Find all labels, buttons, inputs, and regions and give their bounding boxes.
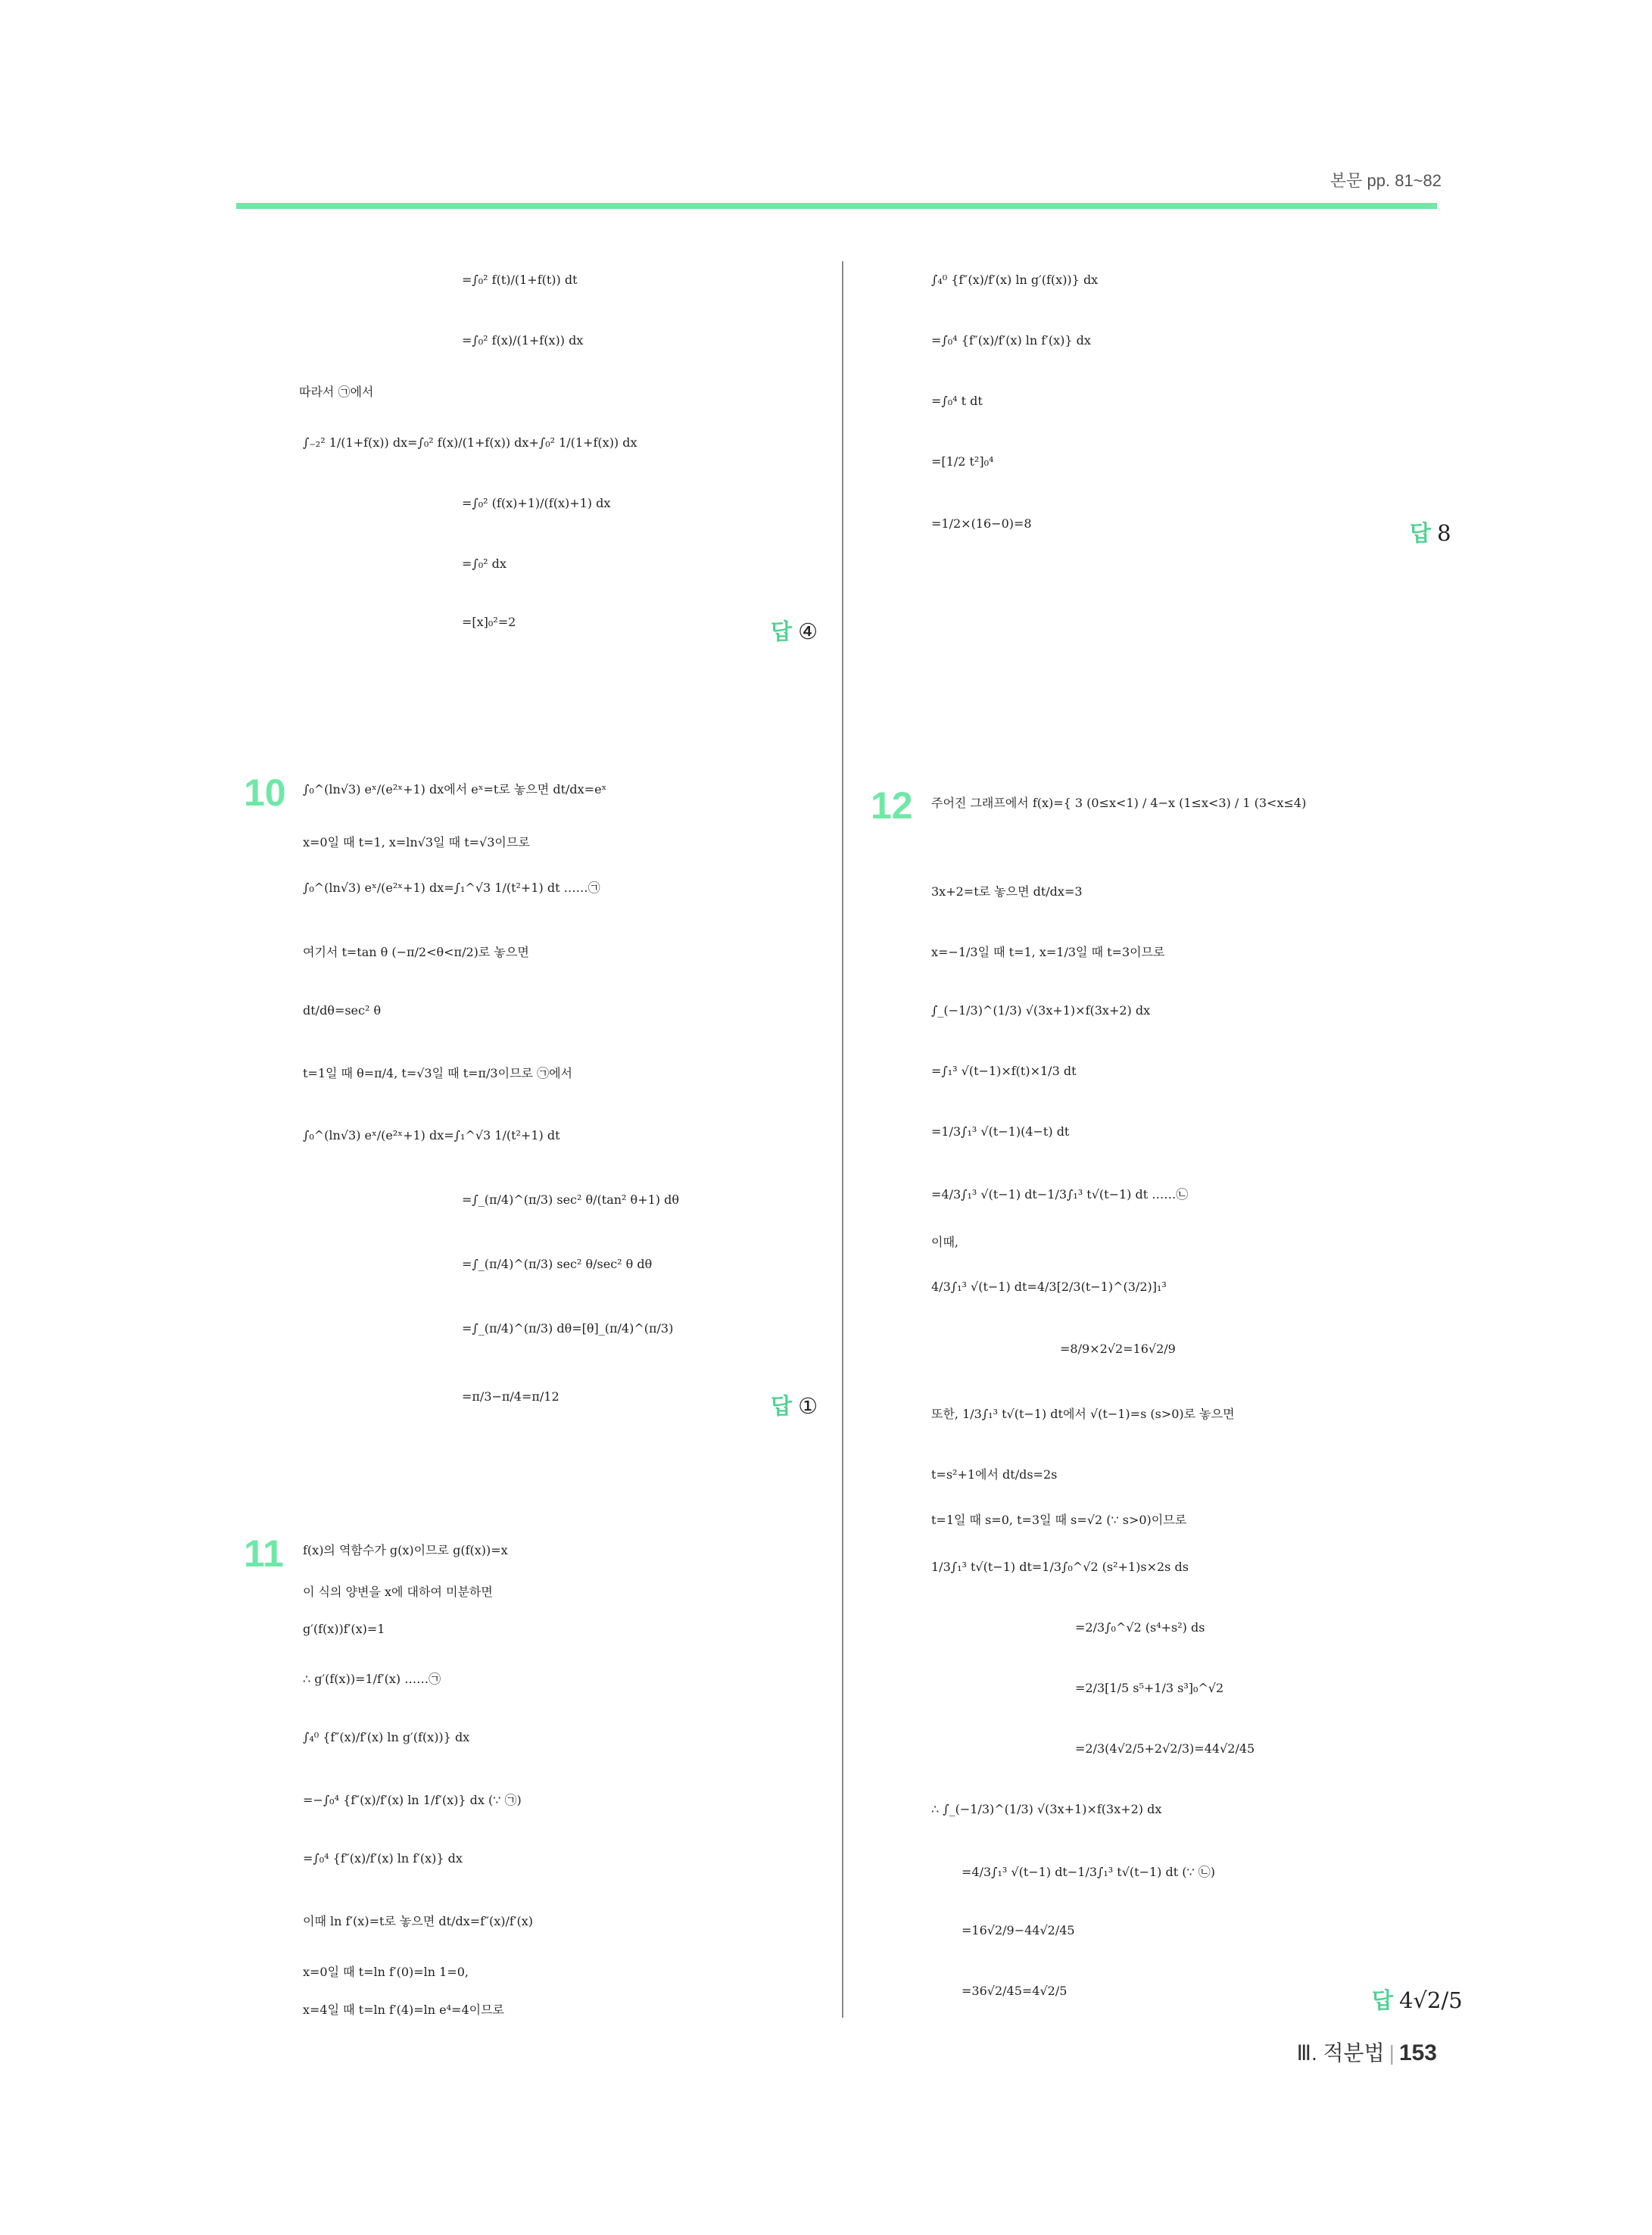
solution-line: =∫_(π/4)^(π/3) sec² θ/(tan² θ+1) dθ [462,1192,679,1207]
solution-line: =∫₀² dx [462,556,507,571]
solution-line: =2/3(4√2/5+2√2/3)=44√2/45 [1075,1741,1255,1756]
answer-value: ④ [798,619,818,644]
solution-line: ∴ ∫_(−1/3)^(1/3) √(3x+1)×f(3x+2) dx [931,1802,1162,1816]
answer-value: ① [798,1393,818,1419]
solution-line: x=0일 때 t=1, x=ln√3일 때 t=√3이므로 [303,835,530,849]
solution-line: =−∫₀⁴ {f″(x)/f′(x) ln 1/f′(x)} dx (∵ ㉠) [303,1793,522,1807]
solution-line: x=4일 때 t=ln f′(4)=ln e⁴=4이므로 [303,2003,505,2017]
solution-line: =∫_(π/4)^(π/3) sec² θ/sec² θ dθ [462,1257,653,1271]
solution-line: =∫_(π/4)^(π/3) dθ=[θ]_(π/4)^(π/3) [462,1321,674,1336]
solution-line: =∫₀² (f(x)+1)/(f(x)+1) dx [462,496,611,510]
page-number: 153 [1398,2040,1437,2065]
solution-line: dt/dθ=sec² θ [303,1003,382,1018]
solution-line: ∫₀^(ln√3) eˣ/(e²ˣ+1) dx=∫₁^√3 1/(t²+1) dt [303,1128,560,1142]
solution-line: =1/2×(16−0)=8 [931,516,1032,531]
solution-line: =2/3[1/5 s⁵+1/3 s³]₀^√2 [1075,1681,1224,1695]
footer-separator: | [1389,2041,1395,2065]
page-footer [1297,2037,1437,2067]
answer-label: 답 [1372,1989,1394,2013]
solution-line: t=1일 때 s=0, t=3일 때 s=√2 (∵ s>0)이므로 [931,1513,1187,1527]
solution-line: x=−1/3일 때 t=1, x=1/3일 때 t=3이므로 [931,945,1165,959]
solution-line: g′(f(x))f′(x)=1 [303,1622,385,1636]
problem-number: 12 [871,784,913,827]
solution-line: 주어진 그래프에서 f(x)={ 3 (0≤x<1) / 4−x (1≤x<3) / 1 (3<x≤4) [931,796,1307,810]
solution-line: ∫₀^(ln√3) eˣ/(e²ˣ+1) dx=∫₁^√3 1/(t²+1) dt ……㉠ [303,881,600,895]
solution-line: x=0일 때 t=ln f′(0)=ln 1=0, [303,1965,469,1979]
solution-line: =2/3∫₀^√2 (s⁴+s²) ds [1075,1620,1205,1635]
solution-line: ∫₋₂² 1/(1+f(x)) dx=∫₀² f(x)/(1+f(x)) dx+∫₀² 1/(1+f(x)) dx [303,435,637,450]
page-reference: 본문 pp. 81~82 [1329,171,1442,190]
answer-label: 답 [771,620,793,644]
solution-line: 이때 ln f′(x)=t로 놓으면 dt/dx=f″(x)/f′(x) [303,1914,533,1928]
solution-line: t=1일 때 θ=π/4, t=√3일 때 t=π/3이므로 ㉠에서 [303,1066,572,1080]
solution-line: ∫₀^(ln√3) eˣ/(e²ˣ+1) dx에서 eˣ=t로 놓으면 dt/dx=eˣ [303,782,607,796]
answer-label: 답 [771,1395,793,1419]
header-rule [236,203,1437,209]
solution-line: =∫₁³ √(t−1)×f(t)×1/3 dt [931,1064,1077,1078]
solution-line: 1/3∫₁³ t√(t−1) dt=1/3∫₀^√2 (s²+1)s×2s ds [931,1560,1189,1574]
solution-line: =∫₀⁴ {f″(x)/f′(x) ln f′(x)} dx [931,333,1091,348]
solution-line: =8/9×2√2=16√2/9 [1060,1342,1176,1356]
solution-line: 이때, [931,1235,958,1249]
answer-label: 답 [1410,522,1432,546]
column-divider [842,261,843,2018]
solution-line: f(x)의 역함수가 g(x)이므로 g(f(x))=x [303,1543,508,1557]
solution-line: ∫₄⁰ {f″(x)/f′(x) ln g′(f(x))} dx [303,1730,470,1744]
solution-line: ∫₄⁰ {f″(x)/f′(x) ln g′(f(x))} dx [931,273,1099,287]
solution-line: 또한, 1/3∫₁³ t√(t−1) dt에서 √(t−1)=s (s>0)로 놓으면 [931,1407,1235,1421]
solution-line: =4/3∫₁³ √(t−1) dt−1/3∫₁³ t√(t−1) dt (∵ ㉡) [962,1865,1215,1879]
answer-badge [1372,1984,1463,2015]
answer-value: 4√2/5 [1399,1987,1463,2013]
solution-line: =[x]₀²=2 [462,615,516,629]
solution-line: t=s²+1에서 dt/ds=2s [931,1467,1058,1482]
solution-line: 3x+2=t로 놓으면 dt/dx=3 [931,884,1083,899]
solution-line: ∴ g′(f(x))=1/f′(x) ……㉠ [303,1672,441,1686]
solution-line: =π/3−π/4=π/12 [462,1389,559,1404]
problem-number: 10 [244,771,286,814]
chapter-label: Ⅲ. 적분법 [1296,2041,1385,2065]
solution-line: 따라서 ㉠에서 [299,385,374,399]
problem-number: 11 [244,1532,284,1575]
solution-line: =36√2/45=4√2/5 [962,1984,1068,1998]
answer-badge [1410,516,1451,547]
solution-line: =∫₀⁴ t dt [931,394,983,408]
solution-line: ∫_(−1/3)^(1/3) √(3x+1)×f(3x+2) dx [931,1003,1151,1018]
solution-line: =4/3∫₁³ √(t−1) dt−1/3∫₁³ t√(t−1) dt ……㉡ [931,1187,1189,1202]
solution-line: 이 식의 양변을 x에 대하여 미분하면 [303,1585,493,1599]
solution-line: =1/3∫₁³ √(t−1)(4−t) dt [931,1124,1070,1139]
solution-line: =16√2/9−44√2/45 [962,1923,1075,1937]
answer-value: 8 [1437,520,1451,546]
answer-badge [771,615,818,646]
solution-line: 4/3∫₁³ √(t−1) dt=4/3[2/3(t−1)^(3/2)]₁³ [931,1280,1167,1294]
solution-line: =∫₀⁴ {f″(x)/f′(x) ln f′(x)} dx [303,1851,463,1866]
solution-line: =∫₀² f(t)/(1+f(t)) dt [462,273,578,287]
answer-badge [771,1389,818,1420]
solution-line: 여기서 t=tan θ (−π/2<θ<π/2)로 놓으면 [303,945,529,959]
solution-line: =[1/2 t²]₀⁴ [931,454,994,469]
solution-line: =∫₀² f(x)/(1+f(x)) dx [462,333,584,348]
